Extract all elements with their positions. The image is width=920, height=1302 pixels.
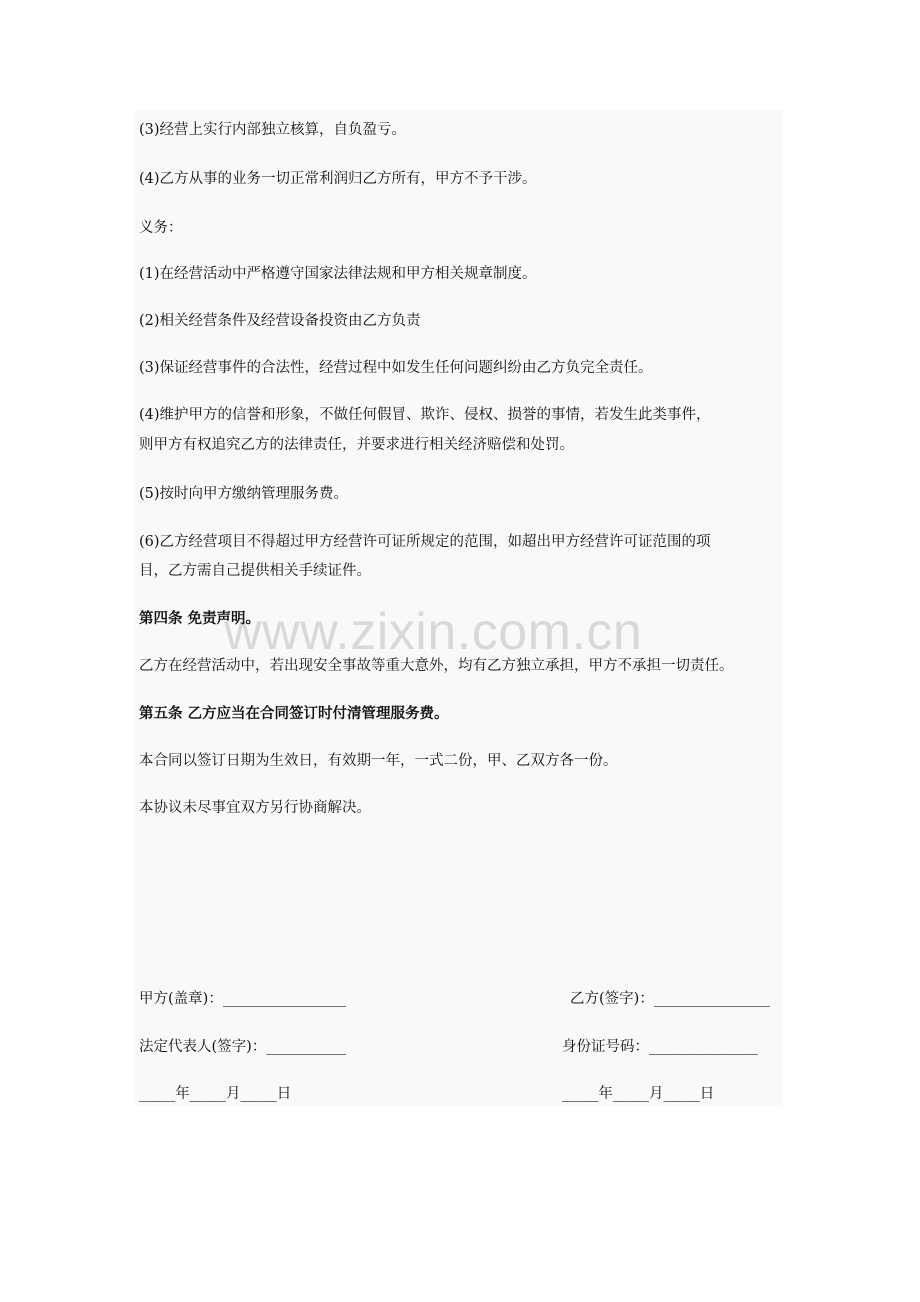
obligation-4-line-2: 则甲方有权追究乙方的法律责任，并要求进行相关经济赔偿和处罚。 bbox=[139, 437, 574, 453]
disclaimer-text: 乙方在经营活动中，若出现安全事故等重大意外，均有乙方独立承担，甲方不承担一切责任。 bbox=[139, 658, 734, 674]
clause-4-line: (4)乙方从事的业务一切正常利润归乙方所有，甲方不予干涉。 bbox=[139, 171, 537, 187]
watermark: www.zixin.com.cn bbox=[224, 603, 643, 661]
obligation-5: (5)按时向甲方缴纳管理服务费。 bbox=[139, 486, 349, 502]
legal-rep-sign-field: 法定代表人(签字)：___________ bbox=[139, 1039, 347, 1055]
validity-text: 本合同以签订日期为生效日，有效期一年，一式二份，甲、乙双方各一份。 bbox=[139, 753, 618, 769]
obligation-2: (2)相关经营条件及经营设备投资由乙方负责 bbox=[139, 313, 421, 329]
obligation-3: (3)保证经营事件的合法性，经营过程中如发生任何问题纠纷由乙方负完全责任。 bbox=[139, 360, 653, 376]
id-number-field: 身份证号码：_______________ bbox=[562, 1039, 758, 1055]
obligation-1: (1)在经营活动中严格遵守国家法律法规和甲方相关规章制度。 bbox=[139, 266, 537, 282]
supplement-text: 本协议未尽事宜双方另行协商解决。 bbox=[139, 800, 371, 816]
obligation-6-line-2: 目，乙方需自己提供相关手续证件。 bbox=[139, 563, 371, 579]
date-a-field: _____年_____月_____日 bbox=[139, 1086, 292, 1102]
party-b-sign-field: 乙方(签字)：________________ bbox=[570, 991, 770, 1007]
date-b-field: _____年_____月_____日 bbox=[562, 1086, 715, 1102]
article-4-heading: 第四条 免责声明。 bbox=[139, 611, 261, 627]
party-a-seal-field: 甲方(盖章)：_________________ bbox=[139, 991, 347, 1007]
obligation-4-line-1: (4)维护甲方的信誉和形象，不做任何假冒、欺诈、侵权、损誉的事情，若发生此类事件， bbox=[139, 407, 711, 423]
clause-3-line: (3)经营上实行内部独立核算，自负盈亏。 bbox=[139, 122, 407, 138]
article-5-heading: 第五条 乙方应当在合同签订时付清管理服务费。 bbox=[139, 706, 449, 722]
obligations-heading: 义务： bbox=[139, 220, 183, 236]
obligation-6-line-1: (6)乙方经营项目不得超过甲方经营许可证所规定的范围，如超出甲方经营许可证范围的项 bbox=[139, 534, 711, 550]
